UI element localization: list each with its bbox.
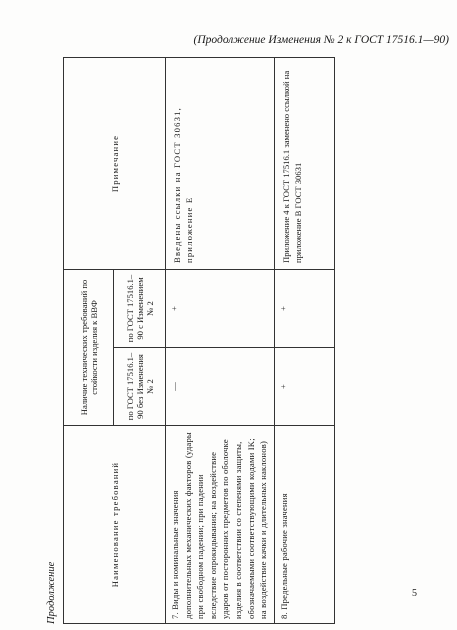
page-header: (Продолжение Изменения № 2 к ГОСТ 17516.1—90) [193,34,449,46]
continuation-label: Продолжение [46,561,57,624]
table-header-row [64,57,114,623]
header-with-change: по ГОСТ 17516.1–90 с Изменением № 2 [114,269,166,347]
table-row [166,57,275,623]
mark-with-change-cell: + [275,269,335,347]
table-row [275,57,335,623]
requirement-name-cell: 7. Виды и номинальные значения дополнительных механических факторов (удары при свободном падении; при падении вследствие опрокидывания; на воздействие ударов от посторонних предметов по оболочке изделия в соответствии со степенями защиты, обозначаемыми соответствующими кодами IK; на воздействие качки и длительных наклонов) [166,426,275,624]
header-presence: Наличие технических требований по стойкости изделия к ВВФ [64,269,114,425]
note-cell: Приложение 4 к ГОСТ 17516.1 заменено ссылкой на приложение В ГОСТ 30631 [275,57,335,269]
mark-without-change-cell: + [275,348,335,426]
page-number: 5 [412,588,417,599]
mark-with-change-cell: + [166,269,275,347]
mark-without-change-cell: — [166,348,275,426]
requirements-table [63,57,335,624]
rotated-table-block [45,58,335,624]
requirement-name-cell: 8. Предельные рабочие значения [275,426,335,624]
header-note: Примечание [64,57,166,269]
note-cell: Введены ссылки на ГОСТ 30631, приложение Е [166,57,275,269]
header-requirement-name: Наименование требований [64,426,166,624]
header-without-change: по ГОСТ 17516.1–90 без Изменения № 2 [114,348,166,426]
